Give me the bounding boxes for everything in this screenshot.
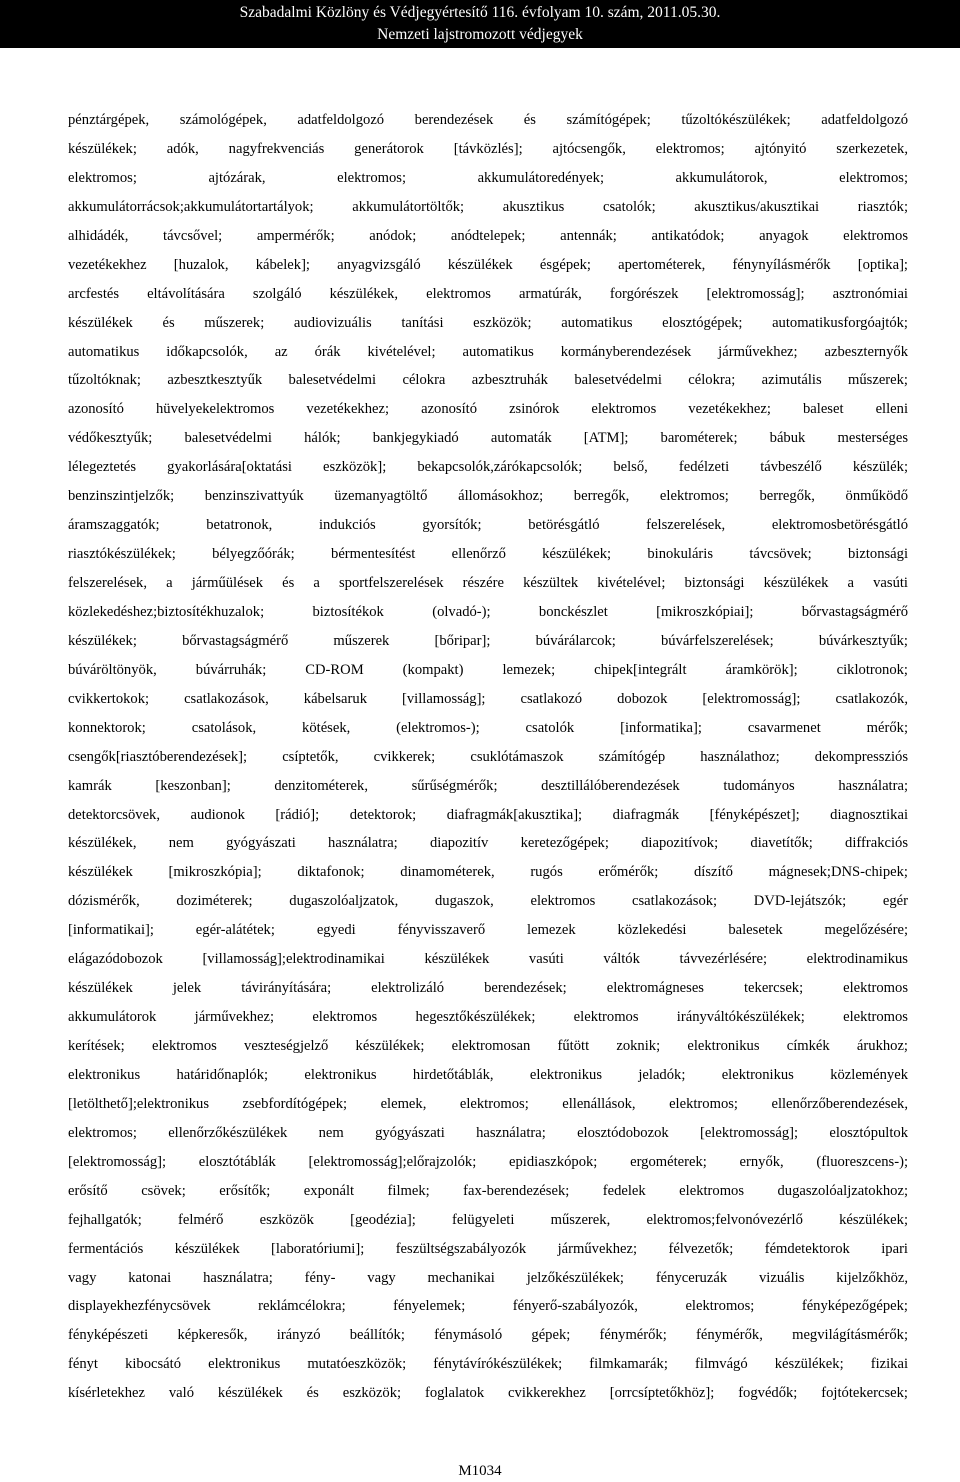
text-line: közlekedéshez;biztosítékhuzalok; biztosítékok (olvadó-); bonckészlet [mikroszkópiai]; bőrvastagságmérő [68, 603, 908, 620]
text-line: elektromos; ellenőrzőkészülékek nem gyógyászati használatra; elosztódobozok [elektromosság]; elosztópultok [68, 1124, 908, 1141]
page-header [0, 0, 960, 48]
text-line: akkumulátorrácsok;akkumulátortartályok; akkumulátortöltők; akusztikus csatolók; akusztikus/akusztikai riasztók; [68, 198, 908, 215]
text-line: készülékek; adók, nagyfrekvenciás generátorok [távközlés]; ajtócsengők, elektromos; ajtónyitó szerkezetek, [68, 140, 908, 157]
text-line: benzinszintjelzők; benzinszivattyúk üzemanyagtöltő állomásokhoz; berregők, elektromos; berregők, önműködő [68, 488, 908, 505]
text-line: kerítések; elektromos veszteségjelző készülékek; elektromosan fűtött zoknik; elektronikus címkék árukhoz; [68, 1038, 908, 1054]
text-line: fényképészeti képkeresők, irányzó beállítók; fénymásoló gépek; fénymérők; fénymérők, megvilágításmérők; [68, 1327, 908, 1344]
text-line: akkumulátorok járművekhez; elektromos hegesztőkészülékek; elektromos irányváltókészülékek; elektromos [68, 1009, 908, 1026]
text-line: cvikkertokok; csatlakozások, kábelsaruk [villamosság]; csatlakozó dobozok [elektromosság]; csatlakozók, [68, 690, 908, 707]
text-line: elektronikus határidőnaplók; elektronikus hirdetőtáblák, elektronikus jeladók; elektronikus közlemények [68, 1066, 908, 1083]
section-title: Nemzeti lajstromozott védjegyek [377, 26, 583, 43]
text-line: riasztókészülékek; bélyegzőórák; bérmentesítést ellenőrző készülékek; binokuláris távcsövek; biztonsági [68, 546, 908, 563]
text-line: [informatikai]; egér-alátétek; egyedi fényvisszaverő lemezek közlekedési balesetek megelőzésére; [68, 922, 908, 939]
text-line: készülékek, nem gyógyászati használatra; diapozitív keretezőgépek; diapozitívok; diavetítők; diffrakciós [68, 835, 908, 852]
text-line: alhidádék, távcsővel; ampermérők; anódok; anódtelepek; antennák; antikatódok; anyagok elektromos [68, 227, 908, 244]
text-line: fényt kibocsátó elektronikus mutatóeszközök; fénytávírókészülékek; filmkamarák; filmvágó készülékek; fizikai [68, 1356, 908, 1373]
text-line: kísérletekhez való készülékek és eszközök; foglalatok cvikkerekhez [orrcsíptetőkhöz]; fogvédők; fojtótekercsek; [68, 1385, 908, 1402]
text-line: konnektorok; csatolások, kötések, (elektromos-); csatolók [informatika]; csavarmenet mérők; [68, 719, 908, 736]
page-number: M1034 [458, 1463, 502, 1479]
text-line: vezetékekhez [huzalok, kábelek]; anyagvizsgáló készülékek ésgépek; apertométerek, fénynyílásmérők [optika]; [68, 256, 908, 273]
text-line: vagy katonai használatra; fény- vagy mechanikai jelzőkészülékek; fényceruzák vizuális kijelzőkhöz, [68, 1269, 908, 1286]
text-line: erősítő csövek; erősítők; exponált filmek; fax-berendezések; fedelek elektromos dugaszolóaljzatokhoz; [68, 1182, 908, 1199]
text-line: fermentációs készülékek [laboratóriumi]; feszültségszabályozók járművekhez; félvezetők; fémdetektorok ipari [68, 1240, 908, 1257]
text-line: búváröltönyök, búvárruhák; CD-ROM (kompakt) lemezek; chipek[integrált áramkörök]; ciklotronok; [68, 661, 908, 678]
text-line: készülékek jelek távirányítására; elektrolizáló berendezések; elektromágneses tekercsek; elektromos [68, 980, 908, 997]
text-line: pénztárgépek, számológépek, adatfeldolgozó berendezések és számítógépek; tűzoltókészülékek; adatfeldolgozó [68, 112, 908, 128]
text-line: lélegeztetés gyakorlására[oktatási eszközök]; bekapcsolók,zárókapcsolók; belső, fedélzeti távbeszélő készülék; [68, 459, 908, 476]
journal-title: Szabadalmi Közlöny és Védjegyértesítő 116. évfolyam 10. szám, 2011.05.30. [239, 4, 721, 21]
text-line: felszerelések, a járműülések és a sportfelszerelések részére készültek kivételével; biztonsági készülékek a vasúti [68, 575, 908, 591]
text-line: kamrák [keszonban]; denzitométerek, sűrűségmérők; desztillálóberendezések tudományos használatra; [68, 777, 908, 794]
text-line: elágazódobozok [villamosság];elektrodinamikai készülékek vasúti váltók távvezérlésére; elektrodinamikus [68, 951, 908, 968]
text-line: automatikus időkapcsolók, az órák kivételével; automatikus kormányberendezések járművekhez; azbeszternyők [68, 343, 908, 360]
text-line: [elektromosság]; elosztótáblák [elektromosság];előrajzolók; epidiaszkópok; ergométerek; ernyők, (fluoreszcens-); [68, 1153, 908, 1170]
goods-list-text [68, 106, 908, 1408]
text-line: arcfestés eltávolítására szolgáló készülékek, elektromos armatúrák, forgórészek [elektromosság]; asztronómiai [68, 285, 908, 302]
text-line: készülékek; bőrvastagságmérő műszerek [bőripar]; búvárálarcok; búvárfelszerelések; búvárkesztyűk; [68, 632, 908, 649]
text-line: készülékek és műszerek; audiovizuális tanítási eszközök; automatikus elosztógépek; automatikusforgóajtók; [68, 314, 908, 331]
text-line: azonosító hüvelyekelektromos vezetékekhez; azonosító zsinórok elektromos vezetékekhez; baleset elleni [68, 401, 908, 418]
text-line: detektorcsövek, audionok [rádió]; detektorok; diafragmák[akusztika]; diafragmák [fényképészet]; diagnosztikai [68, 806, 908, 823]
text-line: [letölthető];elektronikus zsebfordítógépek; elemek, elektromos; ellenállások, elektromos; ellenőrzőberendezések, [68, 1095, 908, 1112]
text-line: védőkesztyűk; balesetvédelmi hálók; bankjegykiadó automaták [ATM]; barométerek; bábuk mesterséges [68, 430, 908, 447]
text-line: fejhallgatók; felmérő eszközök [geodézia]; felügyeleti műszerek, elektromos;felvonóvezérlő készülékek; [68, 1211, 908, 1228]
text-line: dózismérők, doziméterek; dugaszolóaljzatok, dugaszok, elektromos csatlakozások; DVD-lejátszók; egér [68, 893, 908, 910]
text-line: displayekhezfénycsövek reklámcélokra; fényelemek; fényerő-szabályozók, elektromos; fényképezőgépek; [68, 1298, 908, 1315]
text-line: csengők[riasztóberendezések]; csíptetők, cvikkerek; csuklótámaszok számítógép használathoz; dekompressziós [68, 748, 908, 765]
text-line: áramszaggatók; betatronok, indukciós gyorsítók; betörésgátló felszerelések, elektromosbetörésgátló [68, 517, 908, 534]
text-line: készülékek [mikroszkópia]; diktafonok; dinamométerek, rugós erőmérők; díszítő mágnesek;DNS-chipek; [68, 864, 908, 881]
text-line: tűzoltóknak; azbesztkesztyűk balesetvédelmi célokra azbesztruhák balesetvédelmi célokra; azimutális műszerek; [68, 372, 908, 389]
text-line: elektromos; ajtózárak, elektromos; akkumulátoredények; akkumulátorok, elektromos; [68, 169, 908, 186]
